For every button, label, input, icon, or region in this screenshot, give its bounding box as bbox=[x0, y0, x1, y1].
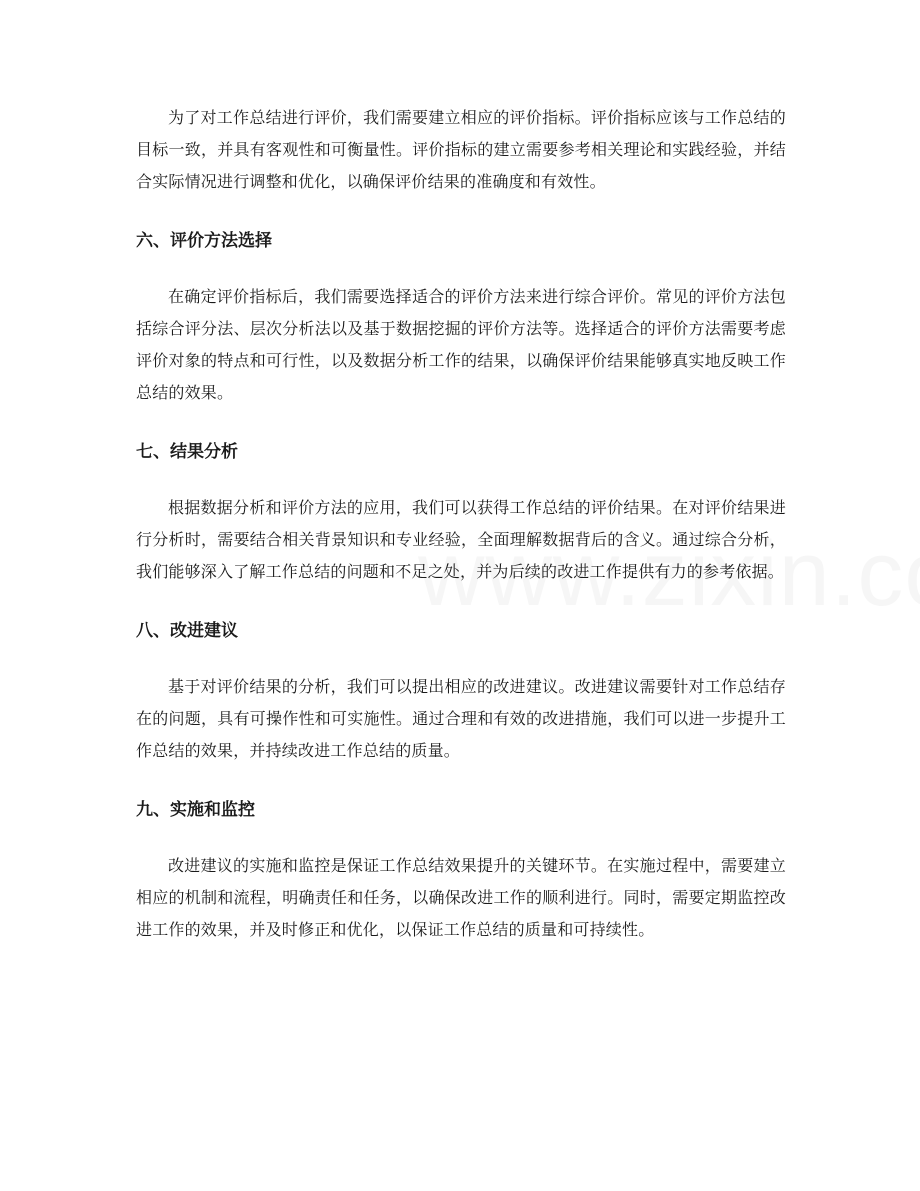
paragraph-eight: 基于对评价结果的分析，我们可以提出相应的改进建议。改进建议需要针对工作总结存在的问题，具有可操作性和可实施性。通过合理和有效的改进措施，我们可以进一步提升工作总结的效果，并持续改进工作总结的质量。 bbox=[136, 677, 786, 760]
paragraph-intro: 为了对工作总结进行评价，我们需要建立相应的评价指标。评价指标应该与工作总结的目标一致，并具有客观性和可衡量性。评价指标的建立需要参考相关理论和实践经验，并结合实际情况进行调整和优化，以确保评价结果的准确度和有效性。 bbox=[136, 108, 786, 191]
section-heading-seven: 七、结果分析 bbox=[136, 442, 238, 462]
section-heading-six: 六、评价方法选择 bbox=[136, 231, 272, 251]
paragraph-nine: 改进建议的实施和监控是保证工作总结效果提升的关键环节。在实施过程中，需要建立相应的机制和流程，明确责任和任务，以确保改进工作的顺利进行。同时，需要定期监控改进工作的效果，并及时修正和优化，以保证工作总结的质量和可持续性。 bbox=[136, 856, 786, 939]
document-body bbox=[136, 102, 786, 946]
section-heading-eight: 八、改进建议 bbox=[136, 621, 238, 641]
paragraph-seven: 根据数据分析和评价方法的应用，我们可以获得工作总结的评价结果。在对评价结果进行分析时，需要结合相关背景知识和专业经验，全面理解数据背后的含义。通过综合分析，我们能够深入了解工作总结的问题和不足之处，并为后续的改进工作提供有力的参考依据。 bbox=[136, 498, 786, 581]
section-heading-nine: 九、实施和监控 bbox=[136, 800, 255, 820]
paragraph-six: 在确定评价指标后，我们需要选择适合的评价方法来进行综合评价。常见的评价方法包括综合评分法、层次分析法以及基于数据挖掘的评价方法等。选择适合的评价方法需要考虑评价对象的特点和可行性，以及数据分析工作的结果，以确保评价结果能够真实地反映工作总结的效果。 bbox=[136, 287, 786, 402]
